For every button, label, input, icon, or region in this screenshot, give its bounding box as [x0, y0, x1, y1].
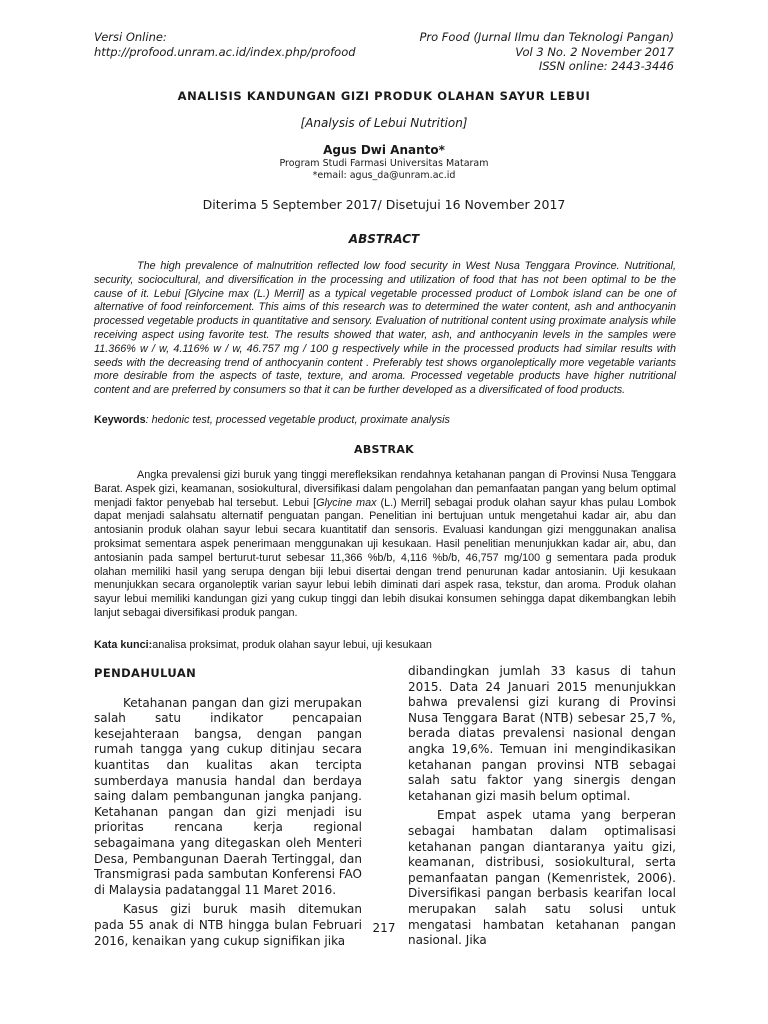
- received-accepted-dates: Diterima 5 September 2017/ Disetujui 16 November 2017: [202, 197, 566, 212]
- keywords-value: : hedonic test, processed vegetable product, proximate analysis: [145, 414, 450, 426]
- abstrak-heading: ABSTRAK: [354, 443, 414, 456]
- author-name: Agus Dwi Ananto*: [323, 143, 445, 157]
- journal-volume: Vol 3 No. 2 November 2017: [515, 44, 674, 59]
- kata-kunci-value: analisa proksimat, produk olahan sayur lebui, uji kesukaan: [152, 639, 432, 651]
- journal-url[interactable]: http://profood.unram.ac.id/index.php/profood: [94, 44, 356, 59]
- kata-kunci-label: Kata kunci:: [94, 639, 153, 651]
- page-number: 217: [372, 921, 396, 935]
- version-label: Versi Online:: [94, 30, 167, 44]
- running-header-left: [94, 30, 356, 59]
- abstrak-species-name: Glycine max: [316, 496, 377, 509]
- body-paragraph: dibandingkan jumlah 33 kasus di tahun 2015. Data 24 Januari 2015 menunjukkan bahwa prevalensi gizi kurang di Provinsi Nusa Tenggara Barat (NTB) sebesar 25,7 %, berada diatas prevalensi nasional dengan angka 19,6%. Temuan ini mengindikasikan ketahanan pangan provinsi NTB sebagai salah satu faktor yang sinergis dengan ketahanan gizi masih belum optimal.: [408, 664, 676, 803]
- body-paragraph: Kasus gizi buruk masih ditemukan pada 55 anak di NTB hingga bulan Februari 2016, kenaikan yang cukup signifikan jika: [94, 902, 362, 948]
- author-email: *email: agus_da@unram.ac.id: [312, 170, 456, 181]
- abstrak-text-part1: Angka prevalensi gizi buruk yang tinggi merefleksikan rendahnya ketahanan pangan di Provinsi Nusa Tenggara Barat. Aspek gizi, keamanan, sosiokultural, diversifikasi dalam pengolahan dan pemanfaatan pangan yang belum optimal menjadi faktor penyebab hal tersebut. Lebui [: [94, 469, 676, 509]
- running-header-right: [419, 30, 674, 74]
- abstrak-text: [94, 469, 676, 621]
- author-block: [0, 158, 768, 182]
- abstract-heading: ABSTRACT: [348, 232, 420, 246]
- kata-kunci-line: [94, 639, 676, 651]
- abstrak-text-part2: (L.) Merril] sebagai produk olahan sayur khas pulau Lombok dapat menjadi salahsatu alternatif penguatan pangan. Penelitian ini bertujuan untuk mengetahui kadar air, abu dan antosianin produk olahan sayur lebui secara kuantitatif dan sensoris. Evaluasi kandungan gizi menggunakan analisa proksimat sementara aspek penerimaan menggunakan uji kesukaan. Hasil penelitian menunjukkan kadar air, abu, dan antosianin pada sampel berturut-turut sebesar 11,366 %b/b, 4,116 %b/b, 46,757 mg/100 g sementara pada produk olahan memiliki hasil yang serupa dengan biji lebui disertai dengan trend penurunan kadar antosianin. Uji kesukaan menunjukkan secara organoleptik varian sayur lebui lebih diminati dari aspek rasa, tekstur, dan aroma. Produk olahan sayur lebui memiliki kandungan gizi yang cukup tinggi dan lebih disukai konsumen sehingga dapat dikembangkan lebih lanjut sebagai diversifikasi produk pangan.: [94, 496, 676, 619]
- journal-issn: ISSN online: 2443-3446: [538, 59, 674, 73]
- body-column-left: [94, 664, 362, 949]
- abstract-text: The high prevalence of malnutrition reflected low food security in West Nusa Tenggara Province. Nutritional, security, sociocultural, and diversification in the processing and utilization of food that has not been optimal to be the cause of it. Lebui [Glycine max (L.) Merril] as a typical vegetable processed product of Lombok island can be one of alternative of food reinforcement. This aims of this research was to determined the water content, ash and anthocyanin processed vegetable products in quantitative and sensory. Evaluation of nutritional content using proximate analysis while receiving aspect using favorite test. The results showed that water, ash, and anthocyanin levels in the samples were 11.366% w / w, 4.116% w / w, 46.757 mg / 100 g respectively while in the processed products had similar results with seeds with the decreasing trend of anthocyanin content . Preferably test shows organoleptically more vegetable variants more desirable from the aspects of taste, texture, and aroma. Processed vegetable products have higher nutritional content and are preferred by consumers so that it can be further developed as a diversificated of food products.: [94, 260, 676, 397]
- paper-title: ANALISIS KANDUNGAN GIZI PRODUK OLAHAN SAYUR LEBUI: [177, 89, 591, 103]
- body-column-right: [408, 664, 676, 949]
- journal-name: Pro Food (Jurnal Ilmu dan Teknologi Pangan): [419, 30, 674, 44]
- paper-subtitle: [Analysis of Lebui Nutrition]: [300, 116, 468, 130]
- author-affiliation: Program Studi Farmasi Universitas Mataram: [279, 158, 489, 169]
- body-paragraph: Ketahanan pangan dan gizi merupakan salah satu indikator pencapaian kesejahteraan bangsa, dengan pangan rumah tangga yang cukup ditinjau secara kuantitas dan kualitas akan tercipta sumberdaya manusia handal dan berdaya saing dalam pembangunan jangka panjang. Ketahanan pangan dan gizi menjadi isu prioritas rencana kerja regional sebagaimana yang ditegaskan oleh Menteri Desa, Pembangunan Daerah Tertinggal, dan Transmigrasi pada sambutan Konferensi FAO di Malaysia padatanggal 11 Maret 2016.: [94, 695, 362, 897]
- section-heading-pendahuluan: PENDAHULUAN: [94, 666, 197, 680]
- keywords-label: Keywords: [94, 414, 146, 426]
- body-paragraph: Empat aspek utama yang berperan sebagai hambatan dalam optimalisasi ketahanan pangan diantaranya yaitu gizi, keamanan, distribusi, sosiokultural, serta pemanfaatan pangan (Kemenristek, 2006). Diversifikasi pangan berbasis kearifan local merupakan salah satu solusi untuk mengatasi hambatan ketahanan pangan nasional. Jika: [408, 808, 676, 948]
- keywords-line: [94, 414, 676, 426]
